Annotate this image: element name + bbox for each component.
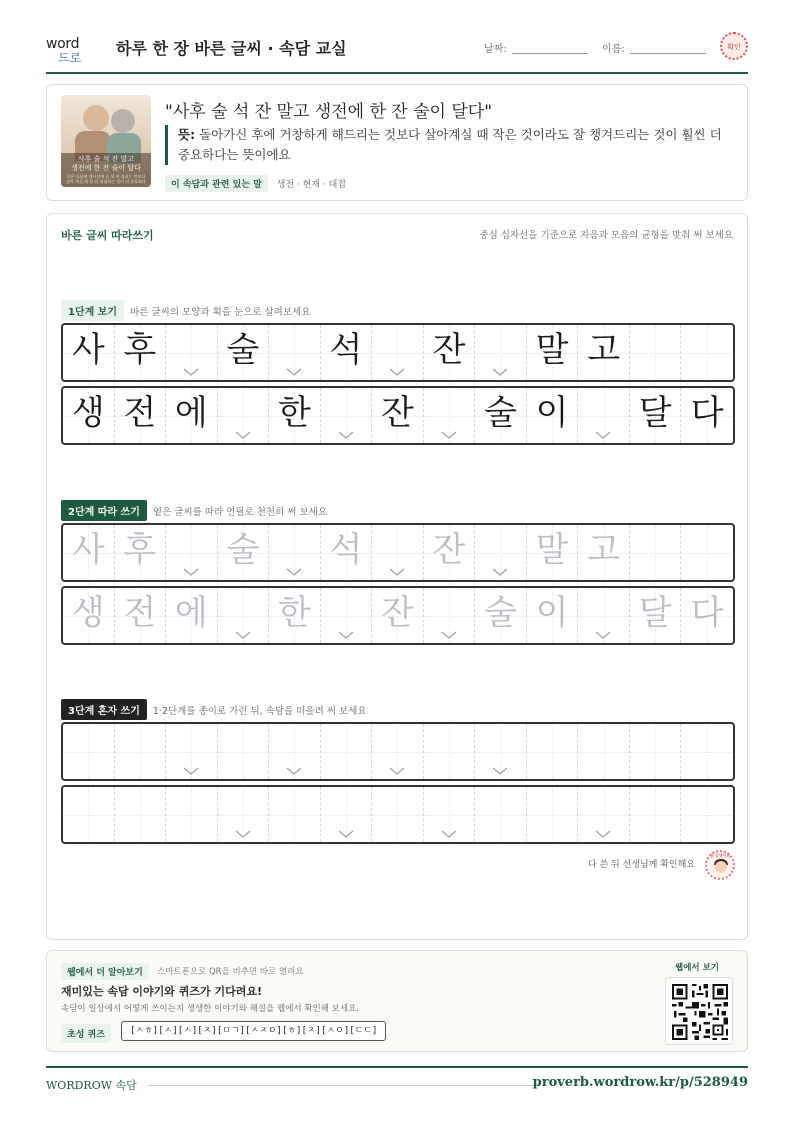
hangul-character: 고 — [587, 530, 621, 570]
web-promo-card — [46, 950, 748, 1052]
writing-cell[interactable] — [424, 724, 476, 779]
writing-cell — [63, 325, 115, 380]
hangul-character: 술 — [484, 593, 517, 633]
meaning-label: 뜻: — [178, 127, 196, 142]
writing-cell — [321, 325, 373, 380]
teacher-stamp-icon: 참 잘했어요 — [705, 850, 735, 880]
hangul-character: 석 — [329, 330, 363, 370]
step1-row-1 — [61, 323, 735, 382]
practice-note: 중심 십자선을 기준으로 자음과 모음의 균형을 맞춰 써 보세요 — [479, 230, 733, 241]
writing-cell[interactable] — [218, 525, 270, 580]
date-field[interactable] — [512, 53, 588, 54]
qr-title: 웹에서 보기 — [674, 963, 719, 973]
hangul-character: 한 — [277, 393, 311, 433]
writing-cell[interactable] — [681, 588, 733, 643]
space-mark-icon — [389, 368, 405, 376]
writing-cell — [372, 388, 424, 443]
worksheet-header — [46, 28, 748, 74]
space-mark-icon — [595, 631, 611, 639]
hangul-character: 전 — [123, 593, 157, 633]
writing-cell[interactable] — [475, 787, 527, 842]
writing-cell[interactable] — [372, 724, 424, 779]
hangul-character: 한 — [277, 593, 311, 633]
writing-cell — [424, 325, 476, 380]
writing-cell[interactable] — [269, 787, 321, 842]
writing-cell — [630, 388, 682, 443]
writing-cell — [527, 388, 579, 443]
writing-cell[interactable] — [63, 787, 115, 842]
teacher-check-text: 다 쓴 뒤 선생님께 확인해요 — [587, 860, 695, 870]
space-mark-icon — [595, 830, 611, 838]
proverb-title: "사후 술 석 잔 말고 생전에 한 잔 술이 달다" — [165, 102, 493, 122]
writing-cell[interactable] — [63, 525, 115, 580]
hangul-character: 에 — [174, 393, 208, 433]
writing-cell[interactable] — [166, 588, 218, 643]
web-body: 속담이 일상에서 어떻게 쓰이는지 생생한 이야기와 해설을 웹에서 확인해 보세요. — [61, 1004, 359, 1014]
writing-cell — [269, 388, 321, 443]
writing-cell[interactable] — [218, 787, 270, 842]
name-field[interactable] — [630, 53, 706, 54]
hangul-character: 말 — [535, 330, 569, 370]
space-mark-icon — [183, 568, 199, 576]
step3-row-2[interactable] — [61, 785, 735, 844]
writing-cell[interactable] — [269, 724, 321, 779]
step3-badge: 3단계 혼자 쓰기 — [61, 699, 147, 720]
space-mark-icon — [389, 767, 405, 775]
space-mark-icon — [235, 431, 251, 439]
writing-cell[interactable] — [372, 787, 424, 842]
step2-badge: 2단계 따라 쓰기 — [61, 500, 147, 521]
hangul-character: 잔 — [381, 593, 414, 633]
writing-cell — [218, 388, 270, 443]
hangul-character: 전 — [123, 393, 157, 433]
footer-divider — [148, 1085, 536, 1086]
hangul-character: 이 — [535, 393, 569, 433]
hangul-character: 다 — [690, 593, 724, 633]
writing-cell[interactable] — [578, 787, 630, 842]
web-sub: 스마트폰으로 QR을 비추면 바로 열려요 — [157, 967, 304, 977]
writing-cell[interactable] — [475, 724, 527, 779]
writing-cell — [578, 388, 630, 443]
writing-cell — [475, 325, 527, 380]
writing-cell[interactable] — [63, 724, 115, 779]
writing-cell — [372, 325, 424, 380]
writing-cell[interactable] — [475, 525, 527, 580]
step3-header — [61, 699, 367, 717]
space-mark-icon — [492, 568, 508, 576]
quiz-label: 초성 퀴즈 — [61, 1024, 111, 1043]
writing-cell — [269, 325, 321, 380]
hangul-character: 사 — [71, 530, 105, 570]
hangul-character: 생 — [71, 393, 105, 433]
step1-header — [61, 300, 310, 318]
step2-header — [61, 500, 327, 518]
space-mark-icon — [338, 431, 354, 439]
writing-cell[interactable] — [269, 588, 321, 643]
proverb-card — [46, 84, 748, 201]
writing-cell[interactable] — [166, 724, 218, 779]
writing-cell — [527, 325, 579, 380]
writing-cell — [63, 388, 115, 443]
writing-cell[interactable] — [424, 525, 476, 580]
hangul-character: 고 — [587, 330, 621, 370]
writing-cell — [218, 325, 270, 380]
space-mark-icon — [441, 830, 457, 838]
proverb-meaning — [165, 125, 735, 165]
footer-url-link[interactable]: proverb.wordrow.kr/p/528949 — [532, 1075, 748, 1090]
related-list: 생전 · 현재 · 대접 — [276, 180, 346, 190]
space-mark-icon — [492, 368, 508, 376]
practice-panel — [46, 213, 748, 940]
hangul-character: 후 — [123, 530, 157, 570]
step2-row-2[interactable] — [61, 586, 735, 645]
step3-desc: 1·2단계를 종이로 가린 뒤, 속담을 떠올려 써 보세요 — [152, 705, 367, 717]
related-words — [165, 175, 346, 191]
writing-cell — [681, 388, 733, 443]
hangul-character: 사 — [71, 330, 105, 370]
writing-cell[interactable] — [115, 724, 167, 779]
writing-cell[interactable] — [115, 588, 167, 643]
writing-cell[interactable] — [578, 525, 630, 580]
footer-brand: WORDROW 속담 — [46, 1079, 137, 1092]
wordrow-logo — [46, 36, 108, 64]
meaning-text: 돌아가신 후에 거창하게 해드리는 것보다 살아계실 때 작은 것이라도 잘 챙겨드리는 것이 훨씬 더 중요하다는 뜻이에요 — [178, 127, 722, 162]
logo-text-top: word — [46, 36, 80, 52]
writing-cell[interactable] — [321, 525, 373, 580]
hangul-character: 생 — [71, 593, 105, 633]
writing-cell — [166, 388, 218, 443]
hangul-character: 잔 — [432, 530, 466, 570]
writing-cell — [321, 388, 373, 443]
space-mark-icon — [441, 431, 457, 439]
space-mark-icon — [286, 767, 302, 775]
writing-cell[interactable] — [372, 525, 424, 580]
writing-cell[interactable] — [681, 724, 733, 779]
web-tag: 웹에서 더 알아보기 — [61, 963, 149, 980]
step3-row-1[interactable] — [61, 722, 735, 781]
space-mark-icon — [441, 631, 457, 639]
space-mark-icon — [338, 631, 354, 639]
writing-cell[interactable] — [475, 588, 527, 643]
hangul-character: 에 — [174, 593, 208, 633]
step1-desc: 바른 글씨의 모양과 획을 눈으로 살펴보세요 — [130, 306, 311, 318]
space-mark-icon — [492, 767, 508, 775]
writing-cell[interactable] — [269, 525, 321, 580]
illustration-caption: 사후 술 석 잔 말고 생전에 한 잔 술이 달다 — [71, 155, 141, 172]
writing-cell[interactable] — [424, 588, 476, 643]
writing-cell[interactable] — [218, 588, 270, 643]
writing-cell[interactable] — [630, 588, 682, 643]
writing-cell[interactable] — [578, 724, 630, 779]
space-mark-icon — [286, 368, 302, 376]
writing-cell[interactable] — [578, 588, 630, 643]
step1-badge: 1단계 보기 — [61, 300, 124, 321]
writing-cell[interactable] — [527, 525, 579, 580]
step1-row-2 — [61, 386, 735, 445]
writing-cell — [681, 325, 733, 380]
web-headline: 재미있는 속담 이야기와 퀴즈가 기다려요! — [61, 985, 262, 998]
space-mark-icon — [338, 830, 354, 838]
writing-cell[interactable] — [321, 724, 373, 779]
step2-row-1[interactable] — [61, 523, 735, 582]
writing-cell — [475, 388, 527, 443]
related-label: 이 속담과 관련 있는 말 — [165, 175, 268, 192]
writing-cell[interactable] — [321, 588, 373, 643]
step2-desc: 옅은 글씨를 따라 연필로 천천히 써 보세요 — [152, 506, 328, 518]
writing-cell[interactable] — [166, 787, 218, 842]
writing-cell[interactable] — [372, 588, 424, 643]
writing-cell[interactable] — [630, 525, 682, 580]
proverb-illustration — [61, 95, 151, 187]
logo-text-bottom: 드로 — [58, 51, 82, 65]
space-mark-icon — [389, 568, 405, 576]
worksheet-title: 하루 한 장 바른 글씨 · 속담 교실 — [116, 39, 347, 58]
writing-cell — [115, 325, 167, 380]
writing-cell[interactable] — [681, 787, 733, 842]
confirm-stamp-icon: 확인 — [720, 32, 748, 60]
hangul-character: 말 — [535, 530, 569, 570]
hangul-character: 이 — [535, 593, 569, 633]
writing-cell[interactable] — [115, 787, 167, 842]
writing-cell[interactable] — [218, 724, 270, 779]
hangul-character: 잔 — [381, 393, 414, 433]
space-mark-icon — [286, 568, 302, 576]
hangul-character: 술 — [484, 393, 517, 433]
hangul-character: 후 — [123, 330, 157, 370]
hangul-character: 달 — [638, 393, 672, 433]
writing-cell[interactable] — [681, 525, 733, 580]
illustration-subcaption: 죽은 다음에 제사상에 술 석 잔 올리는 것보다 살아 계실 때 한 잔 대접하는 것이 더 중요하다 — [66, 174, 146, 184]
space-mark-icon — [183, 368, 199, 376]
date-label: 날짜: — [484, 44, 507, 55]
writing-cell[interactable] — [115, 525, 167, 580]
writing-cell[interactable] — [166, 525, 218, 580]
writing-cell[interactable] — [630, 787, 682, 842]
writing-cell — [424, 388, 476, 443]
writing-cell[interactable] — [527, 724, 579, 779]
writing-cell[interactable] — [527, 588, 579, 643]
qr-code-icon[interactable] — [665, 977, 733, 1045]
hangul-character: 달 — [638, 593, 672, 633]
practice-title: 바른 글씨 따라쓰기 — [61, 229, 154, 242]
initial-consonant-quiz: [ㅅㅎ][ㅅ][ㅅ][ㅈ][ㅁㄱ][ㅅㅈㅇ][ㅎ][ㅈ][ㅅㅇ][ㄷㄷ] — [121, 1021, 386, 1041]
space-mark-icon — [235, 830, 251, 838]
hangul-character: 다 — [690, 393, 724, 433]
name-label: 이름: — [602, 44, 625, 55]
writing-cell — [578, 325, 630, 380]
hangul-character: 석 — [329, 530, 363, 570]
hangul-character: 잔 — [432, 330, 466, 370]
writing-cell[interactable] — [527, 787, 579, 842]
writing-cell — [630, 325, 682, 380]
space-mark-icon — [183, 767, 199, 775]
writing-cell[interactable] — [424, 787, 476, 842]
hangul-character: 술 — [226, 330, 260, 370]
writing-cell[interactable] — [63, 588, 115, 643]
writing-cell — [115, 388, 167, 443]
writing-cell[interactable] — [630, 724, 682, 779]
writing-cell — [166, 325, 218, 380]
writing-cell[interactable] — [321, 787, 373, 842]
page-footer — [46, 1066, 748, 1092]
space-mark-icon — [235, 631, 251, 639]
hangul-character: 술 — [226, 530, 260, 570]
space-mark-icon — [595, 431, 611, 439]
